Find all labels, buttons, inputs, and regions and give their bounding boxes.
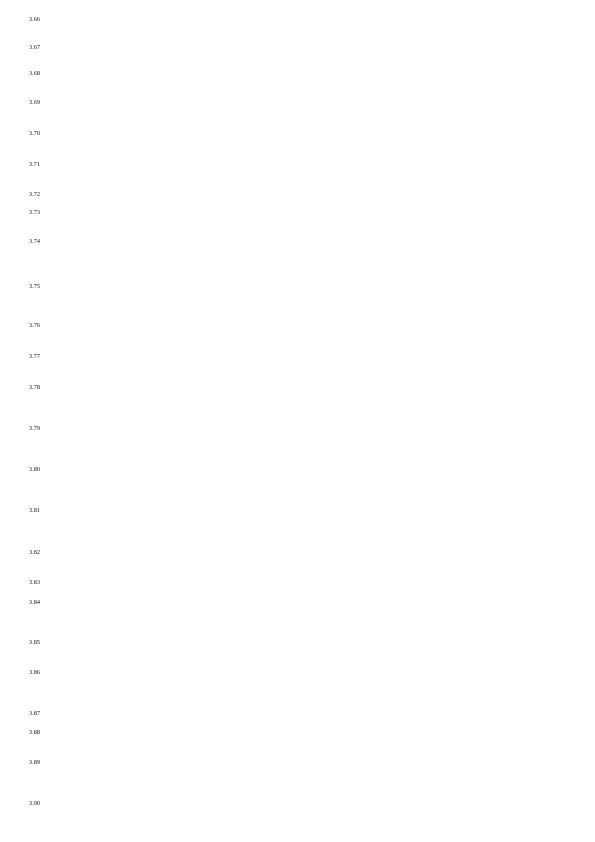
entry-number: 3.74 <box>29 238 41 245</box>
entry-number: 3.70 <box>29 130 41 137</box>
entry-number: 3.82 <box>29 549 41 556</box>
glossary-entry <box>29 465 569 474</box>
entry-number: 3.86 <box>29 669 41 676</box>
entry-number: 3.71 <box>29 161 41 168</box>
glossary-entry <box>29 160 569 169</box>
glossary-entry <box>29 237 569 246</box>
glossary-entry <box>29 758 569 767</box>
entry-number: 3.68 <box>29 70 41 77</box>
glossary-entry <box>29 709 569 718</box>
entry-number: 3.81 <box>29 507 41 514</box>
entry-number: 3.89 <box>29 759 41 766</box>
glossary-entry <box>29 383 569 392</box>
entry-number: 3.77 <box>29 353 41 360</box>
glossary-entry <box>29 728 569 737</box>
entry-number: 3.76 <box>29 322 41 329</box>
entry-number: 3.85 <box>29 639 41 646</box>
glossary-entry <box>29 506 569 515</box>
glossary-entry <box>29 598 569 607</box>
glossary-entry <box>29 668 569 677</box>
glossary-entry <box>29 321 569 330</box>
entry-number: 3.83 <box>29 579 41 586</box>
glossary-entry <box>29 282 569 291</box>
entry-number: 3.78 <box>29 384 41 391</box>
glossary-entry <box>29 578 569 587</box>
entry-number: 3.84 <box>29 599 41 606</box>
glossary-entry <box>29 69 569 78</box>
entry-number: 3.66 <box>29 16 41 23</box>
entry-number: 3.72 <box>29 191 41 198</box>
glossary-entry <box>29 190 569 199</box>
entry-number: 3.79 <box>29 425 41 432</box>
entry-number: 3.73 <box>29 209 41 216</box>
glossary-entry <box>29 548 569 557</box>
glossary-entry <box>29 43 569 52</box>
glossary-entry <box>29 98 569 107</box>
entry-number: 3.67 <box>29 44 41 51</box>
entry-number: 3.80 <box>29 466 41 473</box>
glossary-entry <box>29 129 569 138</box>
glossary-entry <box>29 352 569 361</box>
entry-number: 3.69 <box>29 99 41 106</box>
glossary-entry <box>29 15 569 24</box>
entry-number: 3.88 <box>29 729 41 736</box>
entry-number: 3.87 <box>29 710 41 717</box>
glossary-entry <box>29 799 569 808</box>
entry-number: 3.90 <box>29 800 41 807</box>
entry-number: 3.75 <box>29 283 41 290</box>
glossary-entry <box>29 638 569 647</box>
glossary-entry <box>29 424 569 433</box>
glossary-entry <box>29 208 569 217</box>
